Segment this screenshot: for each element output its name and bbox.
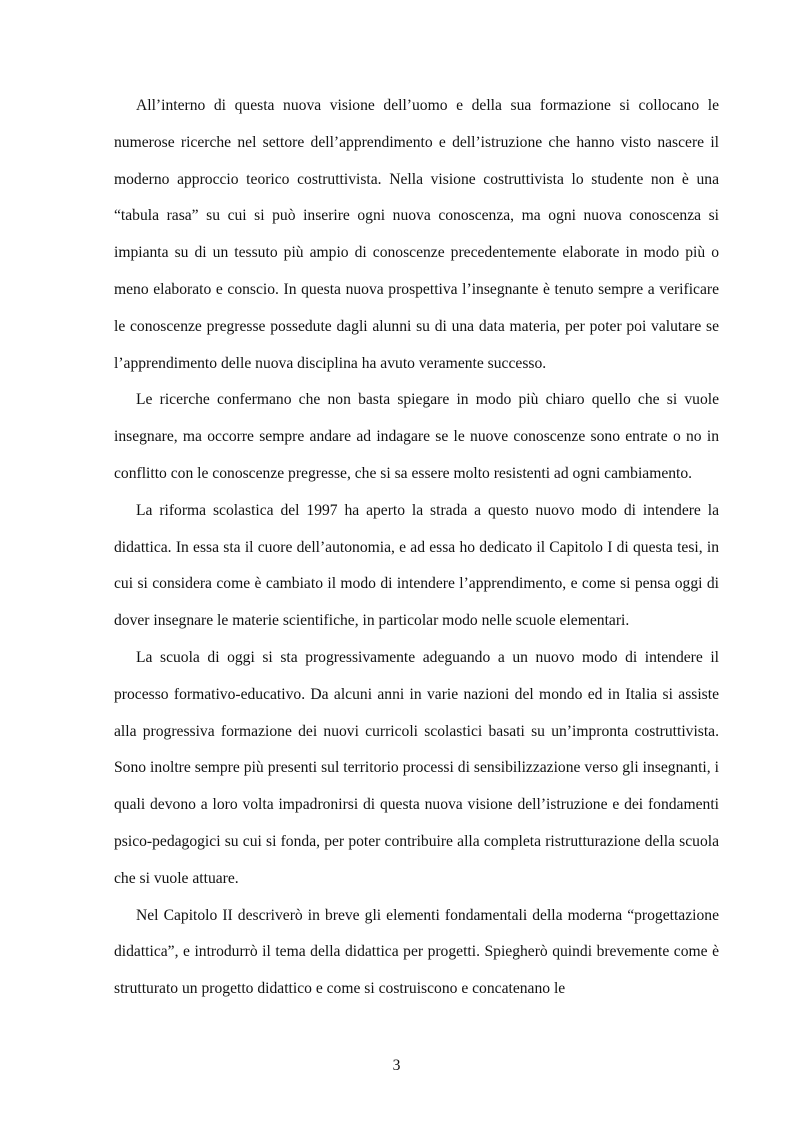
paragraph-4: La scuola di oggi si sta progressivamente adeguando a un nuovo modo di intendere il processo formativo-educativo. Da alcuni anni in varie nazioni del mondo ed in Italia si assiste alla progressiva formazione dei nuovi curricoli scolastici basati su un’impronta costruttivista. Sono inoltre sempre più presenti sul territorio processi di sensibilizzazione verso gli insegnanti, i quali devono a loro volta impadronirsi di questa nuova visione dell’istruzione e dei fondamenti psico-pedagogici su cui si fonda, per poter contribuire alla completa ristrutturazione della scuola che si vuole attuare.: [114, 648, 719, 887]
paragraph-3: La riforma scolastica del 1997 ha aperto la strada a questo nuovo modo di intendere la didattica. In essa sta il cuore dell’autonomia, e ad essa ho dedicato il Capitolo I di questa tesi, in cui si considera come è cambiato il modo di intendere l’apprendimento, e come si pensa oggi di dover insegnare le materie scientifiche, in particolar modo nelle scuole elementari.: [114, 501, 719, 630]
paragraph-2: Le ricerche confermano che non basta spiegare in modo più chiaro quello che si vuole insegnare, ma occorre sempre andare ad indagare se le nuove conoscenze sono entrate o no in conflitto con le conoscenze pregresse, che si sa essere molto resistenti ad ogni cambiamento.: [114, 391, 719, 482]
page-number: 3: [392, 1057, 401, 1074]
paragraph-5: Nel Capitolo II descriverò in breve gli elementi fondamentali della moderna “progettazione didattica”, e introdurrò il tema della didattica per progetti. Spiegherò quindi brevemente come è strutturato un progetto didattico e come si costruiscono e concatenano le: [114, 906, 719, 998]
paragraph-1: All’interno di questa nuova visione dell’uomo e della sua formazione si collocano le numerose ricerche nel settore dell’apprendimento e dell’istruzione che hanno visto nascere il moderno approccio teorico costruttivista. Nella visione costruttivista lo studente non è una “tabula rasa” su cui si può inserire ogni nuova conoscenza, ma ogni nuova conoscenza si impianta su di un tessuto più ampio di conoscenze precedentemente elaborate in modo più o meno elaborato e conscio. In questa nuova prospettiva l’insegnante è tenuto sempre a verificare le conoscenze pregresse possedute dagli alunni su di una data materia, per poter poi valutare se l’apprendimento delle nuova disciplina ha avuto veramente successo.: [114, 97, 719, 372]
page-body: [114, 88, 719, 1008]
